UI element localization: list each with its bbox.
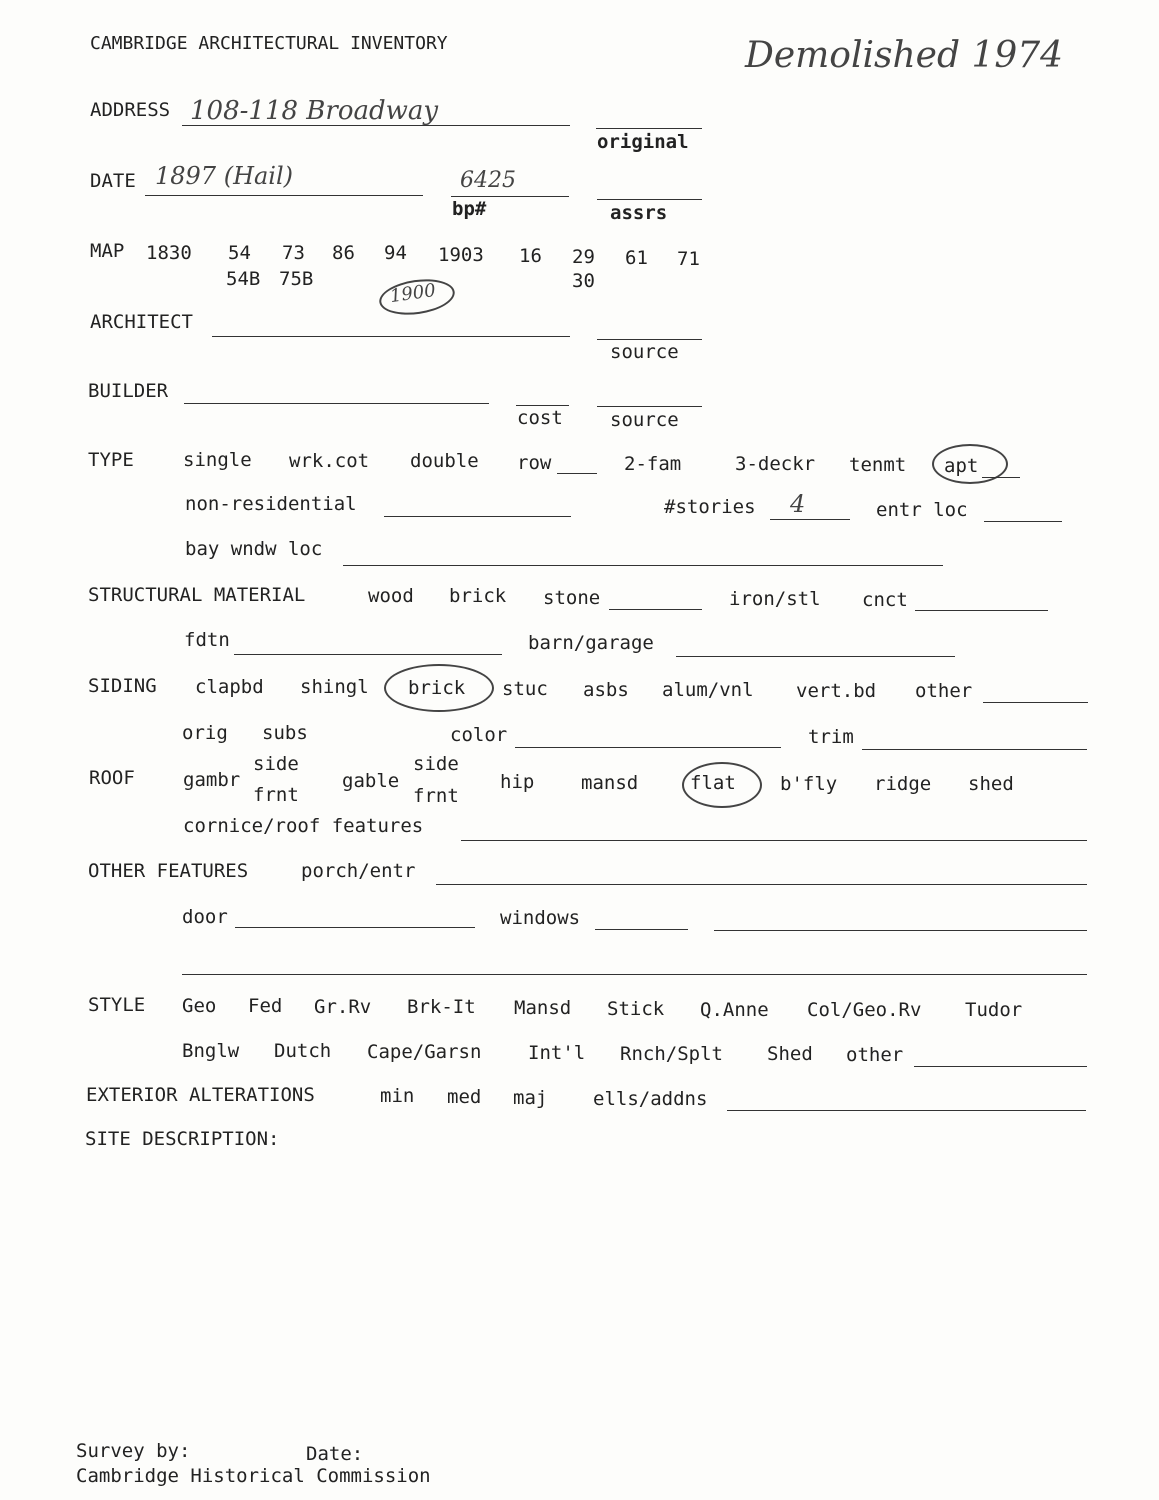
- door-line: [235, 927, 475, 928]
- structural-option: iron/stl: [729, 588, 821, 610]
- flat-circle: [682, 762, 762, 808]
- style-option: Mansd: [514, 997, 572, 1019]
- other-features-label: OTHER FEATURES: [88, 860, 249, 882]
- demolished-note: Demolished 1974: [745, 35, 1064, 76]
- roof-option: shed: [968, 773, 1014, 795]
- roof-gable-side: side: [413, 753, 459, 775]
- style-option: Col/Geo.Rv: [807, 999, 922, 1021]
- porch-line: [436, 884, 1087, 885]
- cnct-line: [915, 610, 1048, 611]
- type-option: single: [183, 449, 252, 471]
- alterations-label: EXTERIOR ALTERATIONS: [86, 1084, 315, 1106]
- roof-option: ridge: [874, 773, 932, 795]
- date-line: [145, 195, 423, 196]
- builder-source-label: source: [610, 409, 679, 431]
- type-option: tenmt: [849, 454, 907, 476]
- bp-line: [451, 196, 569, 197]
- type-option: 2-fam: [624, 453, 682, 475]
- alteration-option: maj: [513, 1087, 548, 1109]
- roof-gambr: gambr: [183, 769, 241, 791]
- style-option: Rnch/Splt: [620, 1043, 723, 1065]
- style-option: Fed: [248, 995, 283, 1017]
- ells-line: [727, 1110, 1086, 1111]
- siding-option: alum/vnl: [662, 679, 754, 701]
- windows-label: windows: [500, 907, 581, 929]
- roof-gable: gable: [342, 770, 400, 792]
- alteration-option: min: [380, 1085, 415, 1107]
- siding-option: asbs: [583, 679, 629, 701]
- style-option: Gr.Rv: [314, 996, 372, 1018]
- map-year: 73: [282, 242, 305, 264]
- style-option: Bnglw: [182, 1040, 240, 1062]
- roof-option: b'fly: [780, 773, 838, 795]
- map-year: 86: [332, 242, 355, 264]
- architect-label: ARCHITECT: [90, 311, 193, 333]
- stories-label: #stories: [664, 496, 756, 518]
- architect-line: [212, 336, 570, 337]
- map-year: 94: [384, 242, 407, 264]
- other-line: [983, 702, 1088, 703]
- features-extra-line: [182, 974, 1087, 975]
- entr-loc-label: entr loc: [876, 499, 968, 521]
- color-label: color: [450, 724, 508, 746]
- type-option: row: [517, 452, 552, 474]
- map-year: 1830: [146, 242, 192, 264]
- trim-line: [862, 749, 1087, 750]
- type-option-apt: apt: [944, 455, 979, 477]
- builder-source-line: [597, 406, 702, 407]
- style-option: Cape/Garsn: [367, 1041, 482, 1063]
- stories-value: 4: [790, 490, 806, 518]
- bay-label: bay wndw loc: [185, 538, 323, 560]
- address-value: 108-118 Broadway: [190, 96, 439, 126]
- style-option: Shed: [767, 1043, 813, 1065]
- style-option: Stick: [607, 998, 665, 1020]
- original-line: [596, 128, 702, 129]
- map-year: 1903: [438, 244, 484, 266]
- roof-label: ROOF: [89, 767, 135, 789]
- siding-label: SIDING: [88, 675, 157, 697]
- cost-label: cost: [517, 407, 563, 429]
- fdtn-line: [234, 654, 502, 655]
- siding-option-brick: brick: [408, 677, 466, 699]
- map-year: 54B: [226, 268, 261, 290]
- style-label: STYLE: [88, 994, 146, 1016]
- alteration-option: med: [447, 1086, 482, 1108]
- subs-label: subs: [262, 722, 308, 744]
- style-option: Tudor: [965, 999, 1023, 1021]
- map-label: MAP: [90, 240, 125, 262]
- non-residential-line: [384, 516, 571, 517]
- color-line: [515, 747, 781, 748]
- site-description-label: SITE DESCRIPTION:: [85, 1128, 280, 1150]
- siding-option: shingl: [300, 676, 369, 698]
- roof-option: hip: [500, 771, 535, 793]
- structural-option: wood: [368, 585, 414, 607]
- style-option: Int'l: [528, 1042, 586, 1064]
- style-option: Dutch: [274, 1040, 332, 1062]
- style-other-line: [914, 1066, 1087, 1067]
- apt-line: [982, 477, 1020, 478]
- cornice-line: [461, 840, 1087, 841]
- type-option: wrk.cot: [289, 450, 370, 472]
- roof-gable-frnt: frnt: [413, 785, 459, 807]
- date-value: 1897 (Hail): [155, 162, 294, 190]
- builder-label: BUILDER: [88, 380, 169, 402]
- style-option: Geo: [182, 995, 217, 1017]
- type-label: TYPE: [88, 449, 134, 471]
- structural-option: stone: [543, 587, 601, 609]
- type-option: double: [410, 450, 479, 472]
- orig-label: orig: [182, 722, 228, 744]
- trim-label: trim: [808, 726, 854, 748]
- windows-line: [595, 929, 688, 930]
- porch-label: porch/entr: [301, 860, 416, 882]
- cost-line: [516, 405, 569, 406]
- builder-line: [184, 403, 489, 404]
- circled-1900-text: 1900: [388, 279, 437, 308]
- door-label: door: [182, 906, 228, 928]
- stone-line: [609, 609, 702, 610]
- bp-value: 6425: [460, 168, 516, 193]
- map-year: 29: [572, 246, 595, 268]
- fdtn-label: fdtn: [184, 629, 230, 651]
- architect-source-label: source: [610, 341, 679, 363]
- architect-source-line: [597, 339, 702, 340]
- cornice-label: cornice/roof features: [183, 815, 424, 837]
- date-label: DATE: [90, 170, 136, 192]
- roof-option-flat: flat: [690, 772, 736, 794]
- style-option: other: [846, 1044, 904, 1066]
- non-residential-label: non-residential: [185, 493, 357, 515]
- ells-label: ells/addns: [593, 1088, 708, 1110]
- siding-option: other: [915, 680, 973, 702]
- barn-line: [676, 656, 955, 657]
- stories-line: [770, 519, 850, 520]
- roof-option: mansd: [581, 772, 639, 794]
- address-label: ADDRESS: [90, 99, 171, 121]
- structural-label: STRUCTURAL MATERIAL: [88, 584, 306, 606]
- original-label: original: [597, 131, 689, 153]
- row-line: [557, 473, 597, 474]
- roof-gambr-side: side: [253, 753, 299, 775]
- map-year: 54: [228, 242, 251, 264]
- barn-label: barn/garage: [528, 632, 654, 654]
- survey-date-label: Date:: [306, 1443, 364, 1465]
- roof-gambr-frnt: frnt: [253, 784, 299, 806]
- commission-name: Cambridge Historical Commission: [76, 1465, 431, 1487]
- assrs-line: [597, 199, 702, 200]
- bp-label: bp#: [452, 198, 487, 220]
- map-year: 71: [677, 248, 700, 270]
- map-year: 61: [625, 247, 648, 269]
- siding-option: clapbd: [195, 676, 264, 698]
- style-option: Brk-It: [407, 996, 476, 1018]
- siding-option: stuc: [502, 678, 548, 700]
- style-option: Q.Anne: [700, 999, 769, 1021]
- apt-circle: [932, 444, 1008, 484]
- windows-extra-line: [714, 930, 1087, 931]
- entr-loc-line: [984, 521, 1062, 522]
- assrs-label: assrs: [610, 202, 668, 224]
- type-option: 3-deckr: [735, 453, 816, 475]
- address-line: [182, 125, 570, 126]
- structural-option: cnct: [862, 589, 908, 611]
- bay-line: [343, 565, 943, 566]
- siding-option: vert.bd: [796, 680, 877, 702]
- map-year: 16: [519, 245, 542, 267]
- survey-by-label: Survey by:: [76, 1440, 191, 1462]
- structural-option: brick: [449, 585, 507, 607]
- form-title: CAMBRIDGE ARCHITECTURAL INVENTORY: [90, 33, 448, 54]
- brick-circle: [384, 664, 494, 712]
- map-year: 75B: [279, 268, 314, 290]
- map-year: 30: [572, 270, 595, 292]
